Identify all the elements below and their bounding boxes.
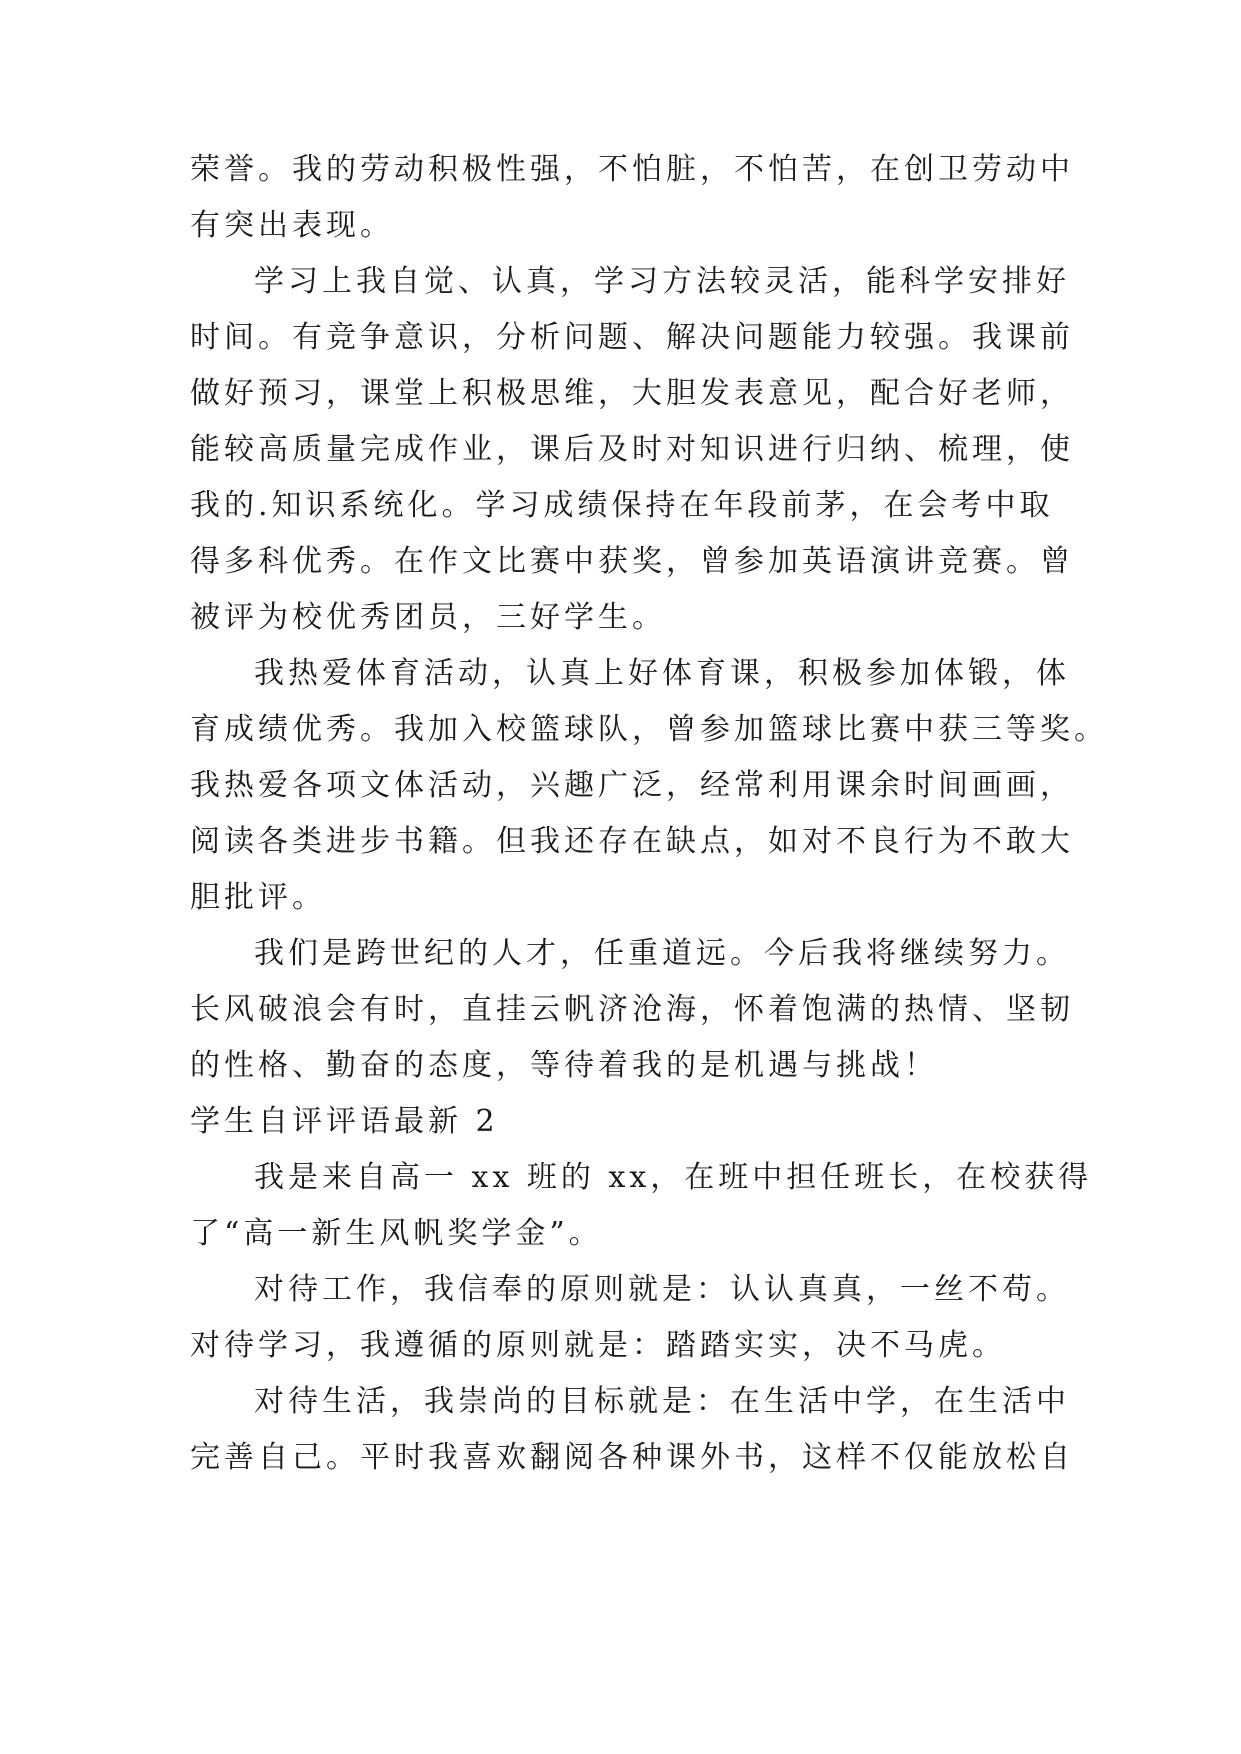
text-line: 对待学习，我遵循的原则就是：踏踏实实，决不马虎。 — [190, 1328, 1006, 1363]
text-line: 完善自己。平时我喜欢翻阅各种课外书，这样不仅能放松自 — [190, 1440, 1074, 1475]
text-line: 时间。有竞争意识，分析问题、解决问题能力较强。我课前 — [190, 320, 1074, 355]
text-line: 得多科优秀。在作文比赛中获奖，曾参加英语演讲竞赛。曾 — [190, 544, 1074, 579]
text-line: 育成绩优秀。我加入校篮球队，曾参加篮球比赛中获三等奖。 — [190, 712, 1108, 747]
text-line: 我热爱各项文体活动，兴趣广泛，经常利用课余时间画画， — [190, 768, 1074, 803]
section-heading: 学生自评评语最新 2 — [190, 1104, 499, 1139]
text-line: 荣誉。我的劳动积极性强，不怕脏，不怕苦，在创卫劳动中 — [190, 152, 1074, 187]
text-line: 我热爱体育活动，认真上好体育课，积极参加体锻，体 — [254, 656, 1070, 691]
text-line: 做好预习，课堂上积极思维，大胆发表意见，配合好老师， — [190, 376, 1074, 411]
text-line: 长风破浪会有时，直挂云帆济沧海，怀着饱满的热情、坚韧 — [190, 992, 1074, 1027]
text-line: 的性格、勤奋的态度，等待着我的是机遇与挑战！ — [190, 1048, 938, 1083]
text-line: 对待生活，我崇尚的目标就是：在生活中学，在生活中 — [254, 1384, 1070, 1419]
text-line: 胆批评。 — [190, 880, 326, 915]
text-line: 被评为校优秀团员，三好学生。 — [190, 600, 666, 635]
text-line: 能较高质量完成作业，课后及时对知识进行归纳、梳理，使 — [190, 432, 1074, 467]
text-line: 我们是跨世纪的人才，任重道远。今后我将继续努力。 — [254, 936, 1070, 971]
text-line: 学习上我自觉、认真，学习方法较灵活，能科学安排好 — [254, 264, 1070, 299]
text-line: 阅读各类进步书籍。但我还存在缺点，如对不良行为不敢大 — [190, 824, 1074, 859]
text-line: 了“高一新生风帆奖学金”。 — [190, 1216, 603, 1251]
text-line: 我是来自高一 xx 班的 xx，在班中担任班长，在校获得 — [254, 1160, 1093, 1195]
text-line: 对待工作，我信奉的原则就是：认认真真，一丝不苟。 — [254, 1272, 1070, 1307]
text-line: 有突出表现。 — [190, 208, 394, 243]
text-line: 我的.知识系统化。学习成绩保持在年段前茅，在会考中取 — [190, 488, 1054, 523]
